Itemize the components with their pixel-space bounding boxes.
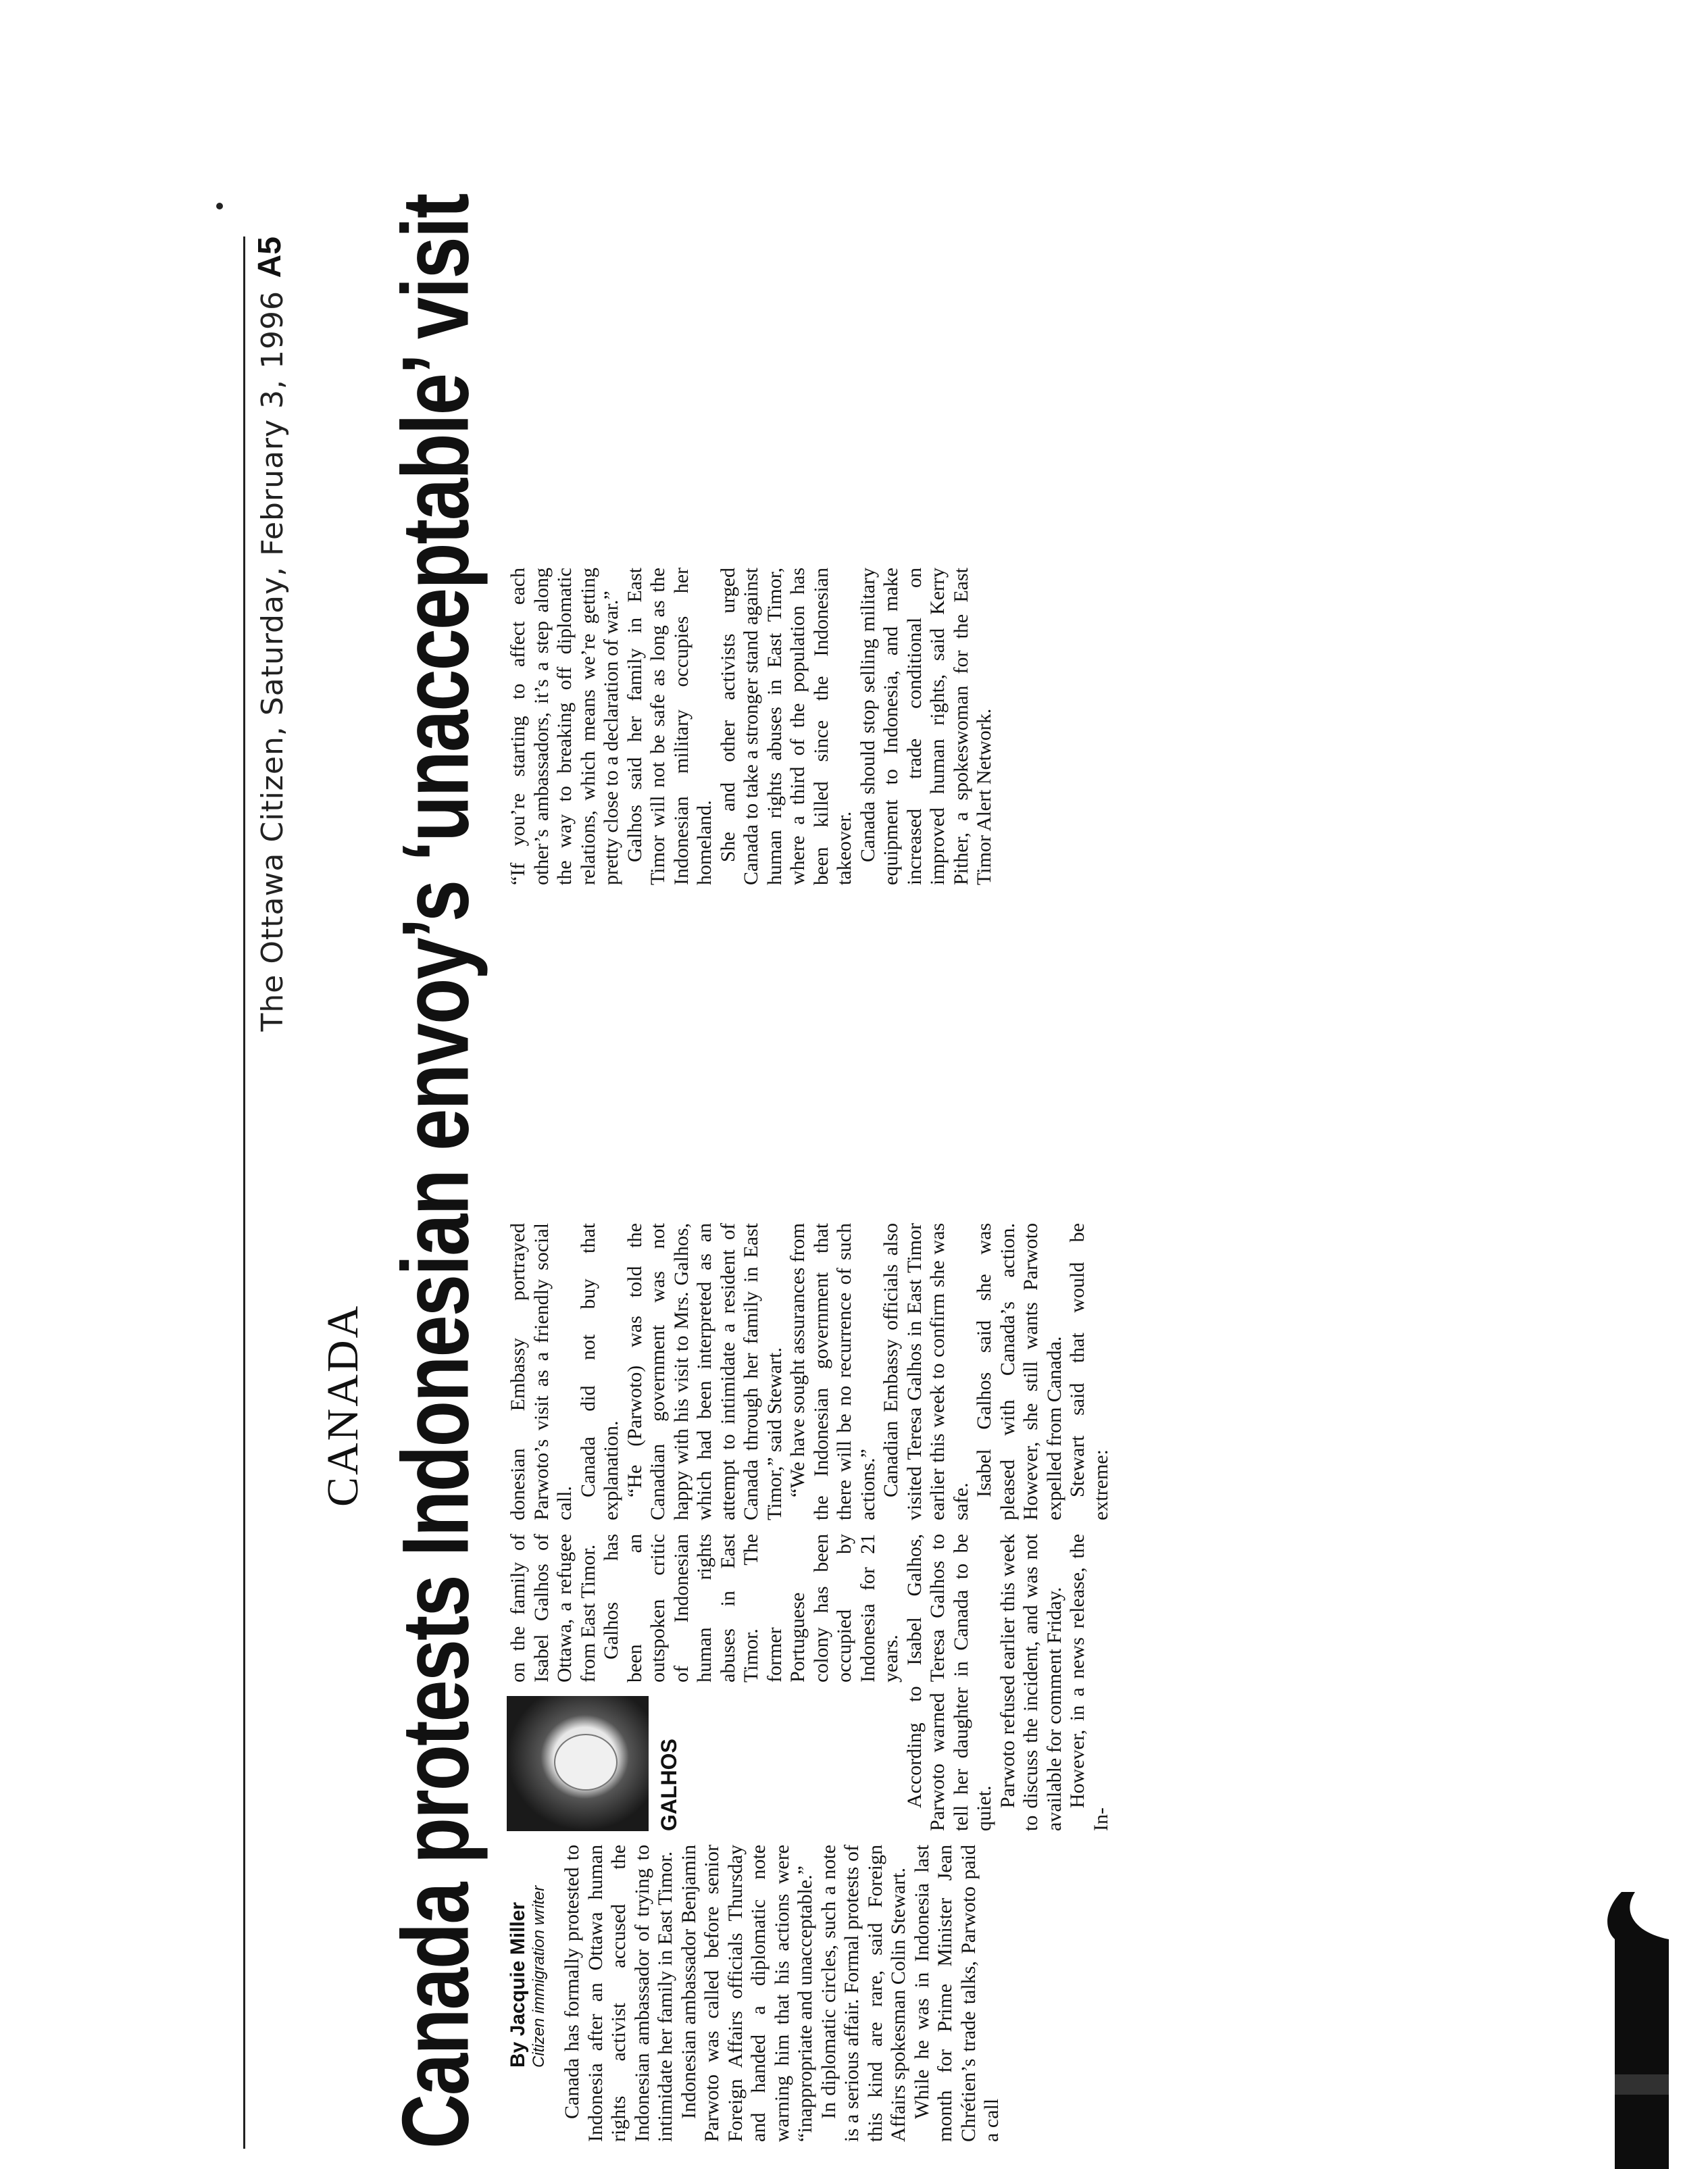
byline: By Jacquie Miller	[507, 1901, 529, 2068]
byline-block	[507, 1797, 549, 2068]
paragraph: Canada has formally protested to Indonesia after an Ottawa human rights activist accused the Indonesian ambassador of trying to intimidate her family in East Timor.	[561, 1845, 676, 2142]
photo-caption: GALHOS	[657, 1739, 681, 1831]
paragraph: Isabel Galhos said she was pleased with Canada’s action. However, she still wants Parwoto expelled from Canada.	[973, 1223, 1065, 1520]
paragraph: Galhos said her family in East Timor will not be safe as long as the Indonesian military occupies her homeland.	[623, 568, 715, 885]
paragraph: While he was in Indonesia last month for Prime Minister Jean Chrétien’s trade talks, Parwoto paid a call	[910, 1845, 1003, 2142]
paragraph: Parwoto refused earlier this week to discuss the incident, and was not available for comment Friday.	[996, 1534, 1065, 1831]
paragraph: In diplomatic circles, such a note is a serious affair. Formal protests of this kind are rare, said Foreign Affairs spokesman Colin Stewart.	[817, 1845, 909, 2142]
paragraph: However, in a news release, the In-	[1066, 1534, 1112, 1831]
header-rule	[243, 236, 245, 2149]
binder-clip-icon	[1594, 1865, 1669, 2169]
paragraph: donesian Embassy portrayed Parwoto’s visit as a friendly social call.	[507, 1223, 576, 1520]
headline: Canada protests Indonesian envoy’s ‘unacceptable’ visit	[382, 194, 488, 2149]
column-1	[561, 1845, 1004, 2142]
section-title: CANADA	[318, 1303, 368, 1507]
paragraph: “If you’re starting to affect each other’s ambassadors, it’s a step along the way to breaking off diplomatic relations, which means we’re getting pretty close to a declaration of war.”	[507, 568, 622, 885]
speck	[216, 203, 223, 209]
paragraph: Galhos has been an outspoken critic of Indonesian human rights abuses in East Timor. The former Portuguese colony has been occupied by Indonesia for 21 years.	[600, 1534, 902, 1682]
byline-role: Citizen immigration writer	[530, 1885, 548, 2068]
paragraph: Canada should stop selling military equipment to Indonesia, and make increased trade conditional on improved human rights, said Kerry Pither, a spokeswoman for the East Timor Alert Network.	[856, 568, 995, 885]
paragraph: Stewart said that would be extreme:	[1066, 1223, 1112, 1520]
column-2	[507, 1534, 1113, 1831]
column-4	[507, 568, 997, 885]
dateline: The Ottawa Citizen, Saturday, February 3, 1996	[255, 291, 290, 1032]
paragraph: “We have sought assurances from the Indonesian government that there will be no recurrence of such actions.”	[786, 1223, 879, 1520]
paragraph: on the family of Isabel Galhos of Ottawa, a refugee from East Timor.	[507, 1534, 599, 1682]
article	[243, 194, 1459, 2169]
column-3	[507, 1223, 1113, 1520]
paragraph: Canadian Embassy officials also visited Teresa Galhos in East Timor earlier this week to confirm she was safe.	[880, 1223, 972, 1520]
page-number: A5	[252, 236, 288, 278]
paragraph: She and other activists urged Canada to take a stronger stand against human rights abuses in East Timor, where a third of the population has been killed since the Indonesian takeover.	[716, 568, 855, 885]
paragraph: According to Isabel Galhos, Parwoto warned Teresa Galhos to tell her daughter in Canada to be quiet.	[903, 1534, 995, 1831]
paragraph: Canada did not buy that explanation.	[576, 1223, 622, 1520]
paragraph: “He (Parwoto) was told the Canadian government was not happy with his visit to Mrs. Galhos, which had been interpreted as an attempt to intimidate a resident of Canada through her family in East Timor,” said Stewart.	[623, 1223, 786, 1520]
paragraph: Indonesian ambassador Benjamin Parwoto was called before senior Foreign Affairs officials Thursday and handed a diplomatic note warning him that his actions were “inappropriate and unacceptable.”	[677, 1845, 816, 2142]
